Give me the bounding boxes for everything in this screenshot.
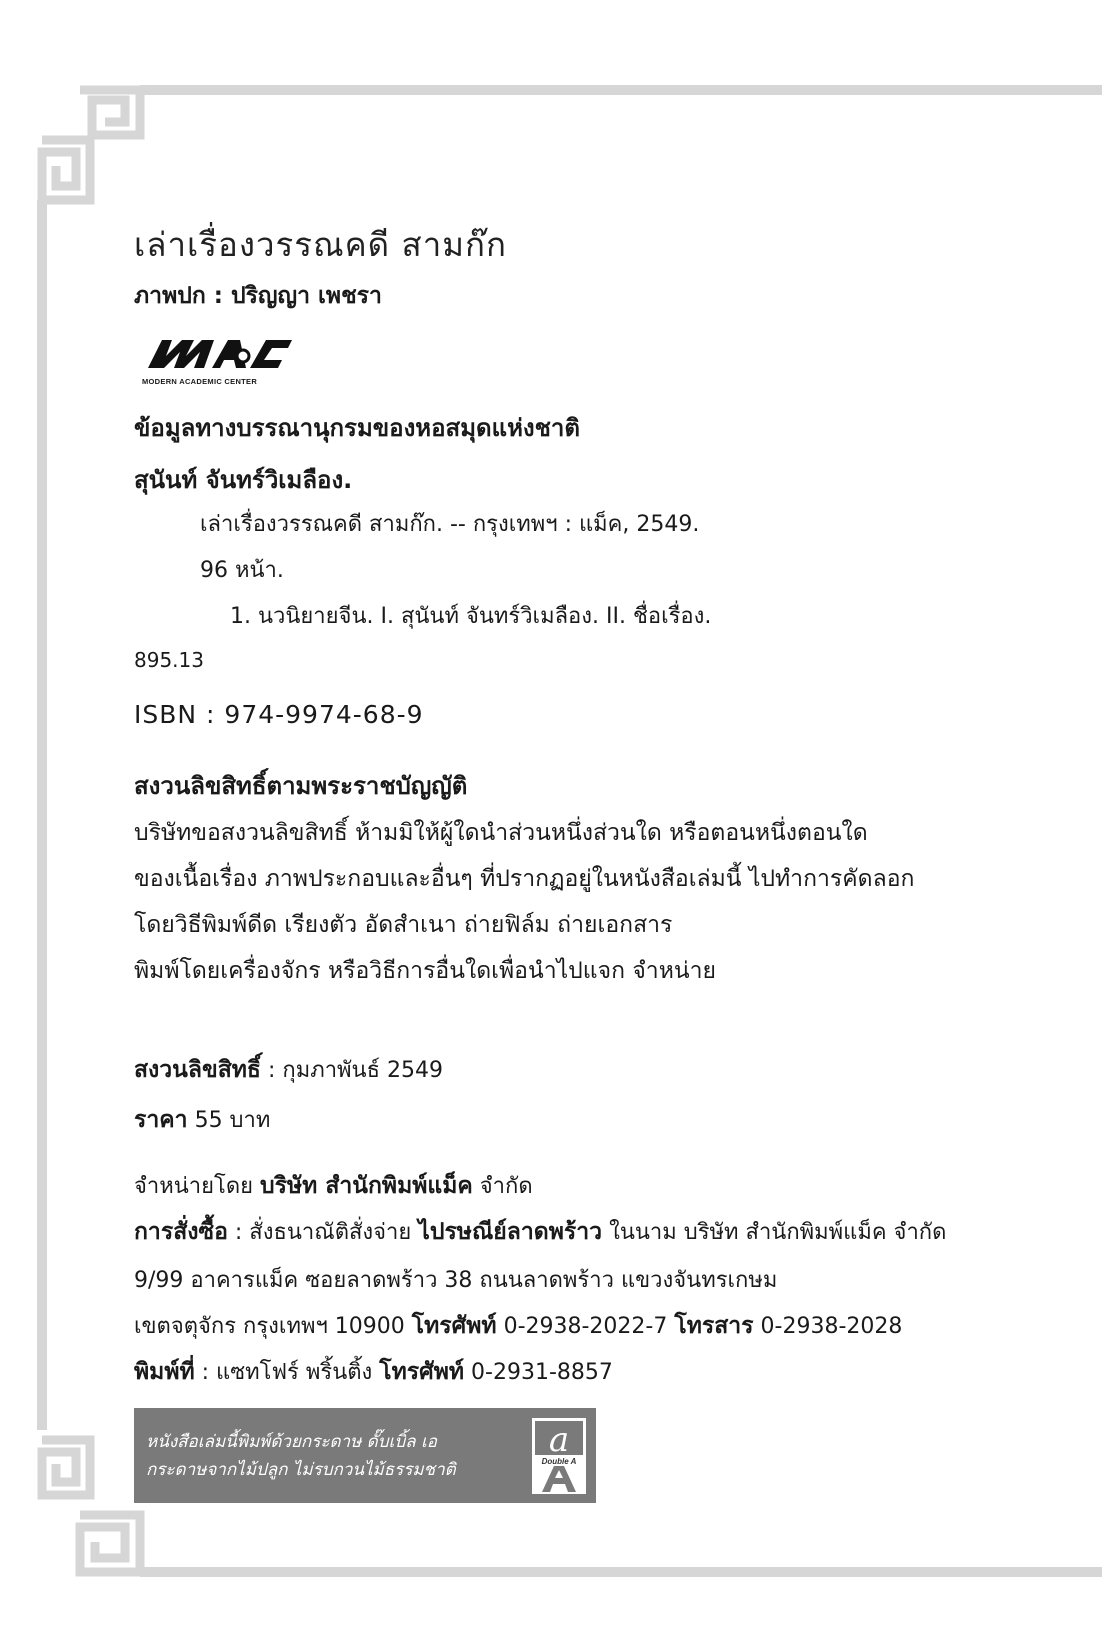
order-post-office: ไปรษณีย์ลาดพร้าว (418, 1219, 603, 1245)
book-title: เล่าเรื่องวรรณคดี สามก๊ก (134, 225, 507, 264)
address-line-2 (134, 1308, 902, 1344)
copyright-line: โดยวิธีพิมพ์ดีด เรียงตัว อัดสำเนา ถ่ายฟิล์ม ถ่ายเอกสาร (134, 912, 673, 938)
cip-pages: 96 หน้า. (200, 558, 284, 583)
isbn: ISBN : 974-9974-68-9 (134, 700, 424, 729)
order-text: : สั่งธนาณัติสั่งจ่าย (227, 1220, 419, 1245)
price-label: ราคา (134, 1107, 188, 1133)
paper-notice-line: กระดาษจากไม้ปลูก ไม่รบกวนไม้ธรรมชาติ (146, 1460, 456, 1480)
address-district: เขตจตุจักร กรุงเทพฯ 10900 (134, 1314, 412, 1339)
printer-phone: 0-2931-8857 (464, 1360, 613, 1385)
printer-phone-label: โทรศัพท์ (379, 1359, 465, 1385)
cip-classification: 895.13 (134, 648, 204, 672)
cip-imprint: เล่าเรื่องวรรณคดี สามก๊ก. -- กรุงเทพฯ : แม็ค, 2549. (200, 512, 700, 537)
printer-label: พิมพ์ที่ (134, 1359, 195, 1385)
paper-notice (134, 1408, 596, 1503)
order-label: การสั่งซื้อ (134, 1219, 228, 1245)
logo-caption: MODERN ACADEMIC CENTER (142, 377, 258, 386)
edition-line (134, 1052, 443, 1088)
edition-value: : กุมภาพันธ์ 2549 (260, 1058, 443, 1083)
paper-notice-text (146, 1428, 456, 1484)
distribution-prefix: จำหน่ายโดย (134, 1174, 261, 1199)
edition-label: สงวนลิขสิทธิ์ (134, 1057, 261, 1083)
distribution-line (134, 1168, 533, 1204)
phone-label: โทรศัพท์ (411, 1313, 497, 1339)
printer-line (134, 1354, 613, 1390)
fax-label: โทรสาร (674, 1313, 754, 1339)
order-line (134, 1214, 946, 1250)
phone-number: 0-2938-2022-7 (496, 1314, 675, 1339)
publisher-logo (142, 330, 292, 386)
order-text-2: ในนาม บริษัท สำนักพิมพ์แม็ค จำกัด (602, 1220, 947, 1245)
distribution-company: บริษัท สำนักพิมพ์แม็ค (260, 1173, 473, 1199)
cip-subjects: 1. นวนิยายจีน. I. สุนันท์ จันทร์วิเมลือง. II. ชื่อเรื่อง. (230, 604, 712, 629)
copyright-line: ของเนื้อเรื่อง ภาพประกอบและอื่นๆ ที่ปรากฏอยู่ในหนังสือเล่มนี้ ไปทำการคัดลอก (134, 866, 915, 892)
price-value: 55 บาท (187, 1108, 271, 1133)
svg-text:a: a (548, 1420, 570, 1460)
distribution-suffix: จำกัด (472, 1174, 533, 1199)
paper-notice-line: หนังสือเล่มนี้พิมพ์ด้วยกระดาษ ดั๊บเบิ้ล เอ (146, 1432, 437, 1452)
copyright-heading: สงวนลิขสิทธิ์ตามพระราชบัญญัติ (134, 772, 468, 800)
fax-number: 0-2938-2028 (753, 1314, 903, 1339)
cover-credit: ภาพปก : ปริญญา เพชรา (134, 283, 382, 309)
double-a-logo-icon (532, 1418, 586, 1494)
printer-name: : แซทโฟร์ พริ้นติ้ง (194, 1360, 380, 1385)
mac-logo-mark (142, 330, 292, 372)
copyright-line: บริษัทขอสงวนลิขสิทธิ์ ห้ามมิให้ผู้ใดนำส่วนหนึ่งส่วนใด หรือตอนหนึ่งตอนใด (134, 820, 868, 846)
address-line-1: 9/99 อาคารแม็ค ซอยลาดพร้าว 38 ถนนลาดพร้าว แขวงจันทรเกษม (134, 1268, 778, 1293)
cip-heading: ข้อมูลทางบรรณานุกรมของหอสมุดแห่งชาติ (134, 414, 580, 442)
price-line (134, 1102, 270, 1138)
copyright-line: พิมพ์โดยเครื่องจักร หรือวิธีการอื่นใดเพื่อนำไปแจก จำหน่าย (134, 958, 716, 984)
cip-author: สุนันท์ จันทร์วิเมลือง. (134, 466, 353, 494)
double-a-text: Double A (541, 1457, 577, 1466)
